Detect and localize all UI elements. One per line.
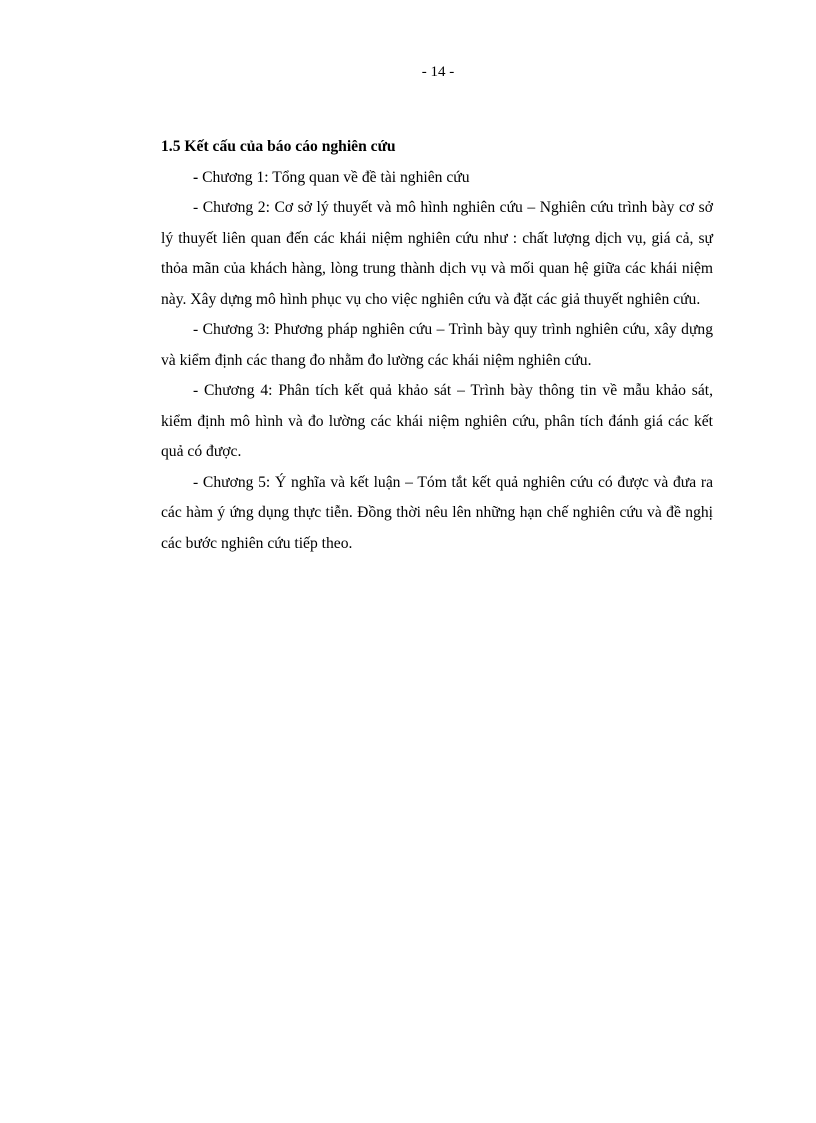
paragraph-text: Chương 1: Tổng quan về đề tài nghiên cứu bbox=[198, 168, 470, 186]
paragraph-chapter-2: - Chương 2: Cơ sở lý thuyết và mô hình nghiên cứu – Nghiên cứu trình bày cơ sở lý thuyết liên quan đến các khái niệm nghiên cứu như : chất lượng dịch vụ, giá cả, sự thỏa mãn của khách hàng, lòng trung thành dịch vụ và mối quan hệ giữa các khái niệm này. Xây dựng mô hình phục vụ cho việc nghiên cứu và đặt các giả thuyết nghiên cứu. bbox=[161, 199, 713, 308]
paragraph-chapter-4: - Chương 4: Phân tích kết quả khảo sát – Trình bày thông tin về mẫu khảo sát, kiểm định mô hình và đo lường các khái niệm nghiên cứu, phân tích đánh giá các kết quả có được. bbox=[161, 382, 713, 460]
paragraph-chapter-5: - Chương 5: Ý nghĩa và kết luận – Tóm tắt kết quả nghiên cứu có được và đưa ra các hàm ý ứng dụng thực tiễn. Đồng thời nêu lên những hạn chế nghiên cứu và đề nghị các bước nghiên cứu tiếp theo. bbox=[161, 473, 713, 552]
paragraph-chapter-1 bbox=[161, 163, 713, 194]
page-number: - 14 - bbox=[421, 64, 455, 80]
bullet-dash: - bbox=[193, 168, 199, 186]
section-heading: 1.5 Kết cấu của báo cáo nghiên cứu bbox=[161, 138, 396, 155]
document-body bbox=[161, 132, 713, 559]
paragraph-chapter-3: - Chương 3: Phương pháp nghiên cứu – Trình bày quy trình nghiên cứu, xây dựng và kiểm định các thang đo nhằm đo lường các khái niệm nghiên cứu. bbox=[161, 321, 713, 369]
